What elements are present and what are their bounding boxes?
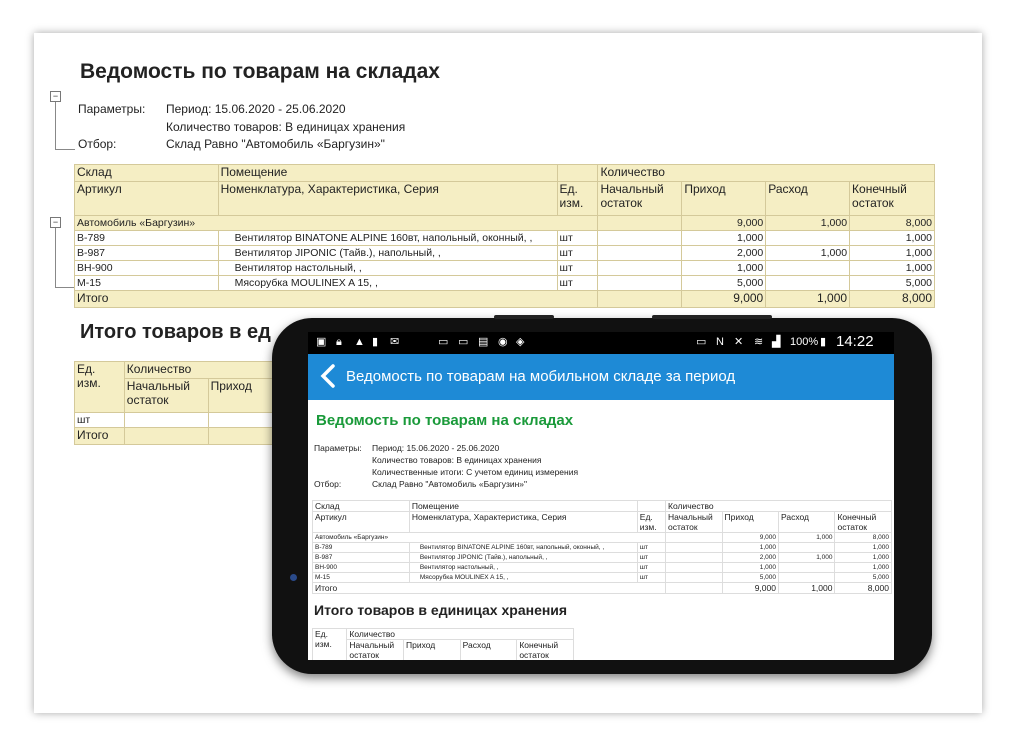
clock: 14:22 — [836, 333, 874, 350]
nfc-icon: N — [716, 336, 724, 348]
group-line-end — [55, 287, 75, 288]
wifi-alt-icon: ◈ — [516, 336, 525, 348]
sim-icon: ▮ — [372, 336, 379, 348]
mobile-report-title: Ведомость по товарам на складах — [316, 412, 574, 429]
header-quantity: Количество — [598, 165, 935, 182]
table-row[interactable]: В-987 Вентилятор JIPONIC (Тайв.), напольный, , шт 2,000 1,000 1,000 — [75, 246, 935, 261]
param-period: Период: 15.06.2020 - 25.06.2020 — [166, 102, 346, 116]
mobile-params-label: Параметры: — [314, 443, 362, 453]
battery-percent: 100% — [790, 336, 819, 348]
filter-value: Склад Равно "Автомобиль «Баргузин»" — [166, 137, 385, 151]
table-row[interactable]: В-789 Вентилятор BINATONE ALPINE 160вт, напольный, оконный, , шт 1,000 1,000 — [75, 231, 935, 246]
header-room: Помещение — [218, 165, 557, 182]
summary-total-row: Итого — [75, 428, 309, 445]
cast-icon: ▭ — [696, 336, 707, 348]
collapse-params-icon[interactable]: − — [50, 91, 61, 102]
total-label: Итого — [75, 291, 598, 308]
mobile-group-row[interactable]: Автомобиль «Баргузин» 9,000 1,000 8,000 — [313, 533, 892, 543]
wifi-icon: ≋ — [754, 336, 764, 348]
mobile-report-table: Склад Помещение Количество Артикул Номенклатура, Характеристика, Серия Ед. изм. Начальный остаток Приход Расход Конечный остаток Автомобиль «Баргузин» 9,000 1,000 8,000 В-789 Вентилятор BINATONE ALPINE 160вт, напольный, оконный, , шт 1,000 1,000 В-987 Вентилятор JIPONIC (Тайв.), напольный, , шт 2,000 1,000 1,000 ВН-900 Вентилятор настольный, , шт 1,000 1,000 М-15 Мясорубка MOULINEX A 15, , шт 5,000 5,000 Итого 9,000 1,000 8,000 — [312, 500, 892, 594]
header-closing: Конечный остаток — [850, 182, 935, 216]
group-row[interactable] — [75, 216, 935, 231]
mobile-section2-title: Итого товаров в единицах хранения — [314, 602, 568, 618]
header-warehouse: Склад — [75, 165, 219, 182]
mobile-table-row[interactable]: ВН-900 Вентилятор настольный, , шт 1,000 1,000 — [313, 563, 892, 573]
section2-title: Итого товаров в ед — [80, 321, 271, 343]
summary-qty-header: Количество — [124, 362, 308, 379]
camera-icon — [290, 574, 297, 581]
report-table — [74, 164, 935, 308]
battery-icon: ▮ — [820, 336, 827, 348]
warning-icon: ▲ — [354, 336, 365, 348]
report-title: Ведомость по товарам на складах — [80, 60, 440, 83]
params-label: Параметры: — [78, 102, 146, 116]
header-income: Приход — [682, 182, 766, 216]
summary-unit-header: Ед. изм. — [75, 362, 125, 413]
app-title: Ведомость по товарам на мобильном складе за период — [346, 368, 736, 385]
mobile-param-period: Период: 15.06.2020 - 25.06.2020 — [372, 443, 500, 453]
group-line — [55, 102, 56, 149]
collapse-group-icon[interactable]: − — [50, 217, 61, 228]
group-income: 9,000 — [682, 216, 766, 231]
lock-icon: 🔒︎ — [336, 336, 342, 348]
group-line-end — [55, 149, 75, 150]
sync-icon: ◉ — [498, 336, 508, 348]
group-name: Автомобиль «Баргузин» — [75, 216, 598, 231]
table-row[interactable]: М-15 Мясорубка MOULINEX A 15, , шт 5,000 5,000 — [75, 276, 935, 291]
mobile-table-row[interactable]: В-789 Вентилятор BINATONE ALPINE 160вт, напольный, оконный, , шт 1,000 1,000 — [313, 543, 892, 553]
signal-icon: ▟ — [772, 336, 781, 348]
status-bar — [308, 332, 894, 354]
mobile-filter-value: Склад Равно "Автомобиль «Баргузин»" — [372, 479, 528, 489]
header-expense: Расход — [766, 182, 850, 216]
total-closing: 8,000 — [850, 291, 935, 308]
header-article: Артикул — [75, 182, 219, 216]
gb-icon: ▭ — [438, 336, 449, 348]
header-opening: Начальный остаток — [598, 182, 682, 216]
power-button — [494, 315, 554, 319]
group-expense: 1,000 — [766, 216, 850, 231]
table-row[interactable]: ВН-900 Вентилятор настольный, , шт 1,000 1,000 — [75, 261, 935, 276]
mute-icon: ✕ — [734, 336, 744, 348]
filter-label: Отбор: — [78, 137, 117, 151]
mobile-filter-label: Отбор: — [314, 479, 342, 489]
param-qty-mode: Количество товаров: В единицах хранения — [166, 120, 406, 134]
summary-opening-header: Начальный остаток — [124, 379, 208, 413]
mobile-table-row[interactable]: М-15 Мясорубка MOULINEX A 15, , шт 5,000 5,000 — [313, 573, 892, 583]
total-income: 9,000 — [682, 291, 766, 308]
back-arrow-icon[interactable] — [318, 363, 338, 389]
volume-button — [652, 315, 772, 319]
mobile-summary-table: Ед. изм. Количество Начальный остаток Приход Расход Конечный остаток — [312, 628, 574, 660]
group-closing: 8,000 — [850, 216, 935, 231]
summary-income-header: Приход — [208, 379, 291, 413]
mobile-param-qty-totals: Количественные итоги: С учетом единиц измерения — [372, 467, 579, 477]
total-expense: 1,000 — [766, 291, 850, 308]
gb-icon: ▭ — [458, 336, 469, 348]
mail-icon: ✉ — [390, 336, 400, 348]
total-row — [75, 291, 935, 308]
group-line — [55, 228, 56, 287]
phone-device — [272, 318, 932, 674]
mobile-total-row: Итого 9,000 1,000 8,000 — [313, 583, 892, 594]
notification-icon: ▣ — [316, 336, 327, 348]
mobile-param-qty-mode: Количество товаров: В единицах хранения — [372, 455, 542, 465]
table-row[interactable]: шт — [75, 413, 309, 428]
header-nomenclature: Номенклатура, Характеристика, Серия — [218, 182, 557, 216]
gallery-icon: ▤ — [478, 336, 489, 348]
header-unit: Ед. изм. — [557, 182, 598, 216]
app-bar — [308, 354, 894, 400]
mobile-table-row[interactable]: В-987 Вентилятор JIPONIC (Тайв.), напольный, , шт 2,000 1,000 1,000 — [313, 553, 892, 563]
phone-screen — [308, 332, 894, 660]
